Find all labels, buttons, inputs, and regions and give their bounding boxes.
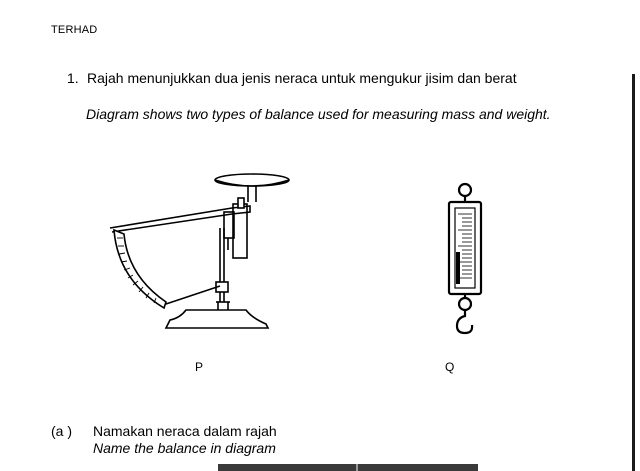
page-edge-rule [632, 74, 635, 471]
part-a-label: (a ) [51, 423, 72, 439]
diagram-label-p: P [195, 360, 204, 374]
diagram-label-q: Q [445, 360, 455, 374]
question-text-malay: Rajah menunjukkan dua jenis neraca untuk mengukur jisim dan berat [87, 70, 517, 86]
answer-box-divider [356, 464, 358, 471]
lever-balance-icon [100, 168, 280, 338]
spring-balance-icon [440, 180, 490, 340]
part-a-text-english: Name the balance in diagram [93, 440, 276, 456]
answer-box-edge [218, 464, 478, 471]
classification-header: TERHAD [51, 24, 98, 36]
question-number: 1. [67, 70, 79, 86]
part-a-text-malay: Namakan neraca dalam rajah [93, 423, 277, 439]
question-text-english: Diagram shows two types of balance used for measuring mass and weight. [86, 106, 551, 122]
